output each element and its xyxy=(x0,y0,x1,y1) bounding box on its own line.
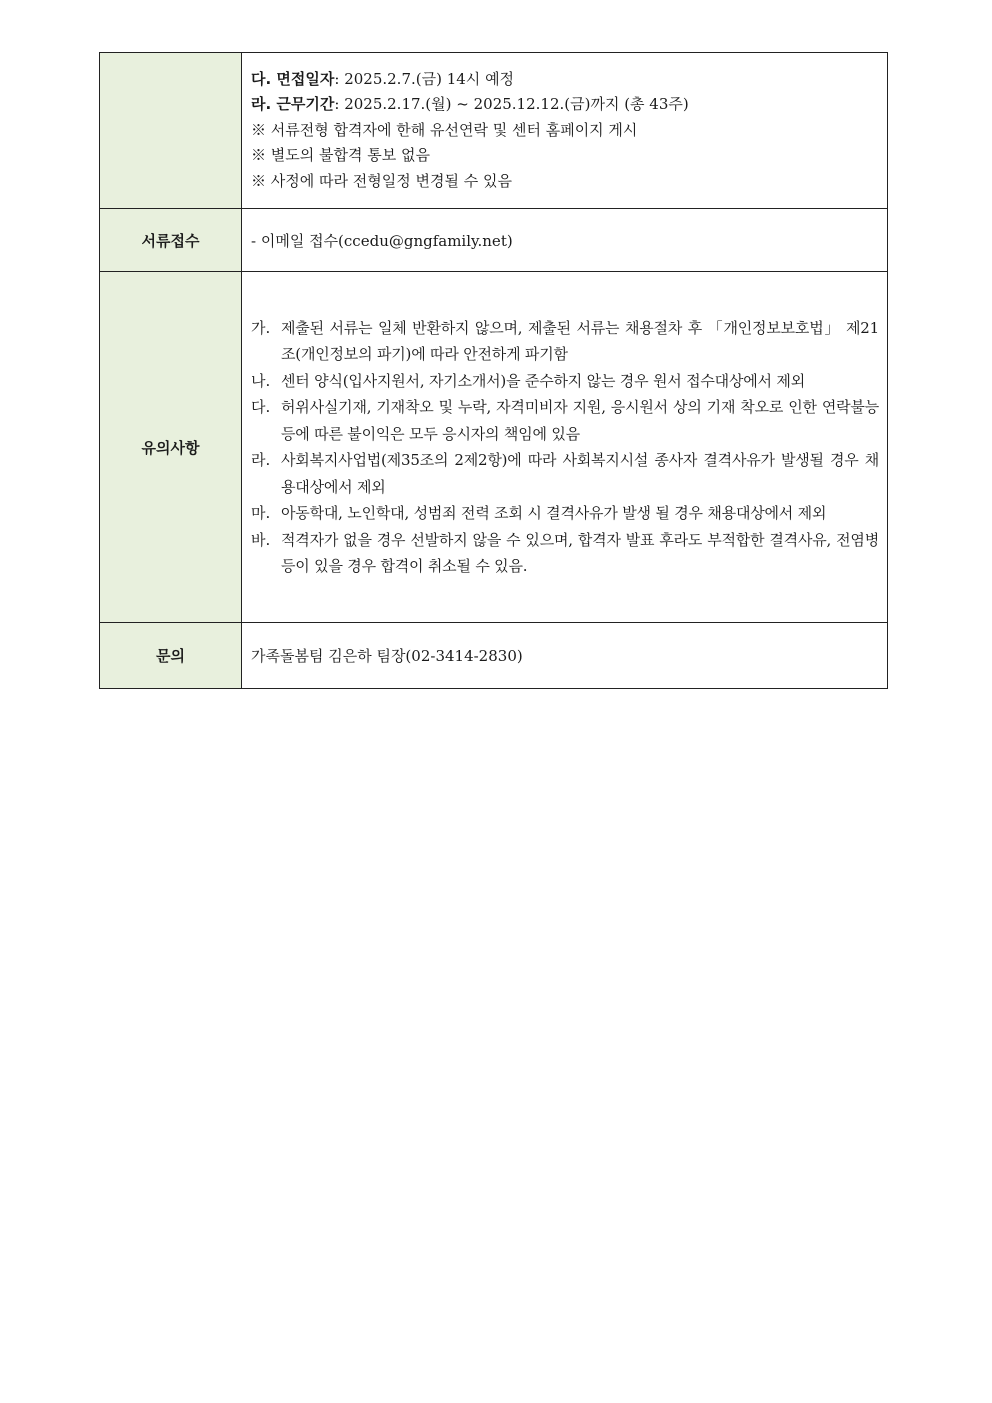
caution-item-text: 제출된 서류는 일체 반환하지 않으며, 제출된 서류는 채용절차 후 「개인정보보호법」 제21조(개인정보의 파기)에 따라 안전하게 파기함 xyxy=(281,318,879,363)
schedule-note: ※ 서류전형 합격자에 한해 유선연락 및 센터 홈페이지 게시 xyxy=(251,120,638,139)
caution-item-marker: 가. xyxy=(251,318,271,337)
caution-row xyxy=(100,272,888,623)
inquiry-text: 가족돌봄팀 김은하 팀장(02-3414-2830) xyxy=(242,623,888,689)
caution-item-text: 아동학대, 노인학대, 성범죄 전력 조회 시 결격사유가 발생 될 경우 채용대상에서 제외 xyxy=(281,504,827,522)
schedule-content-cell xyxy=(242,53,888,209)
caution-item xyxy=(251,447,879,500)
caution-item-text: 허위사실기재, 기재착오 및 누락, 자격미비자 지원, 응시원서 상의 기재 착오로 인한 연락불능 등에 따른 불이익은 모두 응시자의 책임에 있음 xyxy=(281,398,879,443)
caution-item-marker: 마. xyxy=(251,504,271,522)
recruitment-info-table xyxy=(99,52,888,689)
caution-item-marker: 다. xyxy=(251,398,271,416)
caution-item-marker: 나. xyxy=(251,371,271,390)
submission-text: - 이메일 접수(ccedu@gngfamily.net) xyxy=(242,209,888,272)
caution-item-text: 적격자가 없을 경우 선발하지 않을 수 있으며, 합격자 발표 후라도 부적합한 결격사유, 전염병 등이 있을 경우 합격이 취소될 수 있음. xyxy=(281,530,879,575)
schedule-row xyxy=(100,53,888,209)
caution-item-text: 사회복지사업법(제35조의 2제2항)에 따라 사회복지시설 종사자 결격사유가 발생될 경우 채용대상에서 제외 xyxy=(281,451,879,496)
submission-label: 서류접수 xyxy=(100,209,242,272)
caution-item-text: 센터 양식(입사지원서, 자기소개서)을 준수하지 않는 경우 원서 접수대상에서 제외 xyxy=(281,371,805,390)
caution-item-marker: 바. xyxy=(251,530,271,549)
work-period-line xyxy=(251,92,879,118)
interview-date-label: 다. 면접일자 xyxy=(251,69,335,88)
schedule-note: ※ 사정에 따라 전형일정 변경될 수 있음 xyxy=(251,171,512,190)
work-period-value: : 2025.2.17.(월) ~ 2025.12.12.(금)까지 (총 43주) xyxy=(334,95,689,114)
caution-item xyxy=(251,500,879,527)
schedule-note: ※ 별도의 불합격 통보 없음 xyxy=(251,146,430,165)
inquiry-row xyxy=(100,623,888,689)
caution-item xyxy=(251,394,879,447)
caution-label: 유의사항 xyxy=(100,272,242,623)
caution-item xyxy=(251,315,879,368)
inquiry-label: 문의 xyxy=(100,623,242,689)
submission-row xyxy=(100,209,888,272)
caution-content-cell xyxy=(242,272,888,623)
caution-list xyxy=(251,315,879,580)
caution-item-marker: 라. xyxy=(251,451,271,469)
schedule-label-cell xyxy=(100,53,242,209)
interview-date-line xyxy=(251,67,879,93)
caution-item xyxy=(251,368,879,395)
work-period-label: 라. 근무기간 xyxy=(251,95,335,114)
caution-item xyxy=(251,527,879,580)
interview-date-value: : 2025.2.7.(금) 14시 예정 xyxy=(334,69,515,88)
